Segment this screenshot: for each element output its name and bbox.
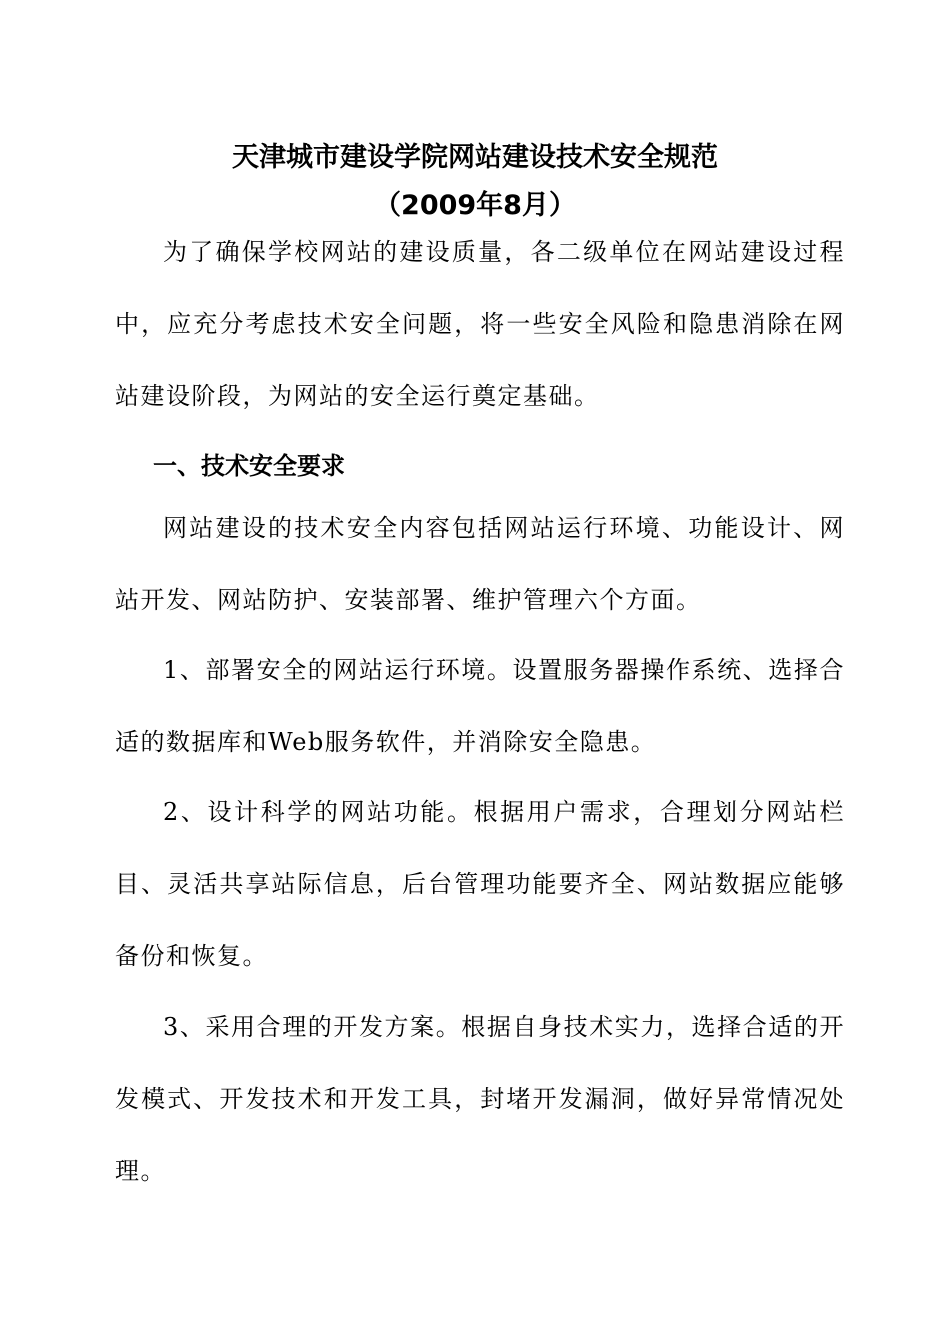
document-title: 天津城市建设学院网站建设技术安全规范 — [232, 142, 718, 173]
item-1-paragraph: 1、部署安全的网站运行环境。设置服务器操作系统、选择合适的数据库和Web服务软件，并消除安全隐患。 — [115, 656, 845, 756]
intro-paragraph: 为了确保学校网站的建设质量，各二级单位在网站建设过程中，应充分考虑技术安全问题，将一些安全风险和隐患消除在网站建设阶段，为网站的安全运行奠定基础。 — [115, 238, 845, 410]
item-2-paragraph: 2、设计科学的网站功能。根据用户需求，合理划分网站栏目、灵活共享站际信息，后台管理功能要齐全、网站数据应能够备份和恢复。 — [115, 798, 845, 970]
section-body-paragraph: 网站建设的技术安全内容包括网站运行环境、功能设计、网站开发、网站防护、安装部署、维护管理六个方面。 — [115, 514, 845, 614]
item-3-paragraph: 3、采用合理的开发方案。根据自身技术实力，选择合适的开发模式、开发技术和开发工具，封堵开发漏洞，做好异常情况处理。 — [115, 1013, 845, 1185]
document-date: （2009年8月） — [374, 190, 576, 221]
section-heading-technical-security: 一、技术安全要求 — [153, 452, 345, 480]
